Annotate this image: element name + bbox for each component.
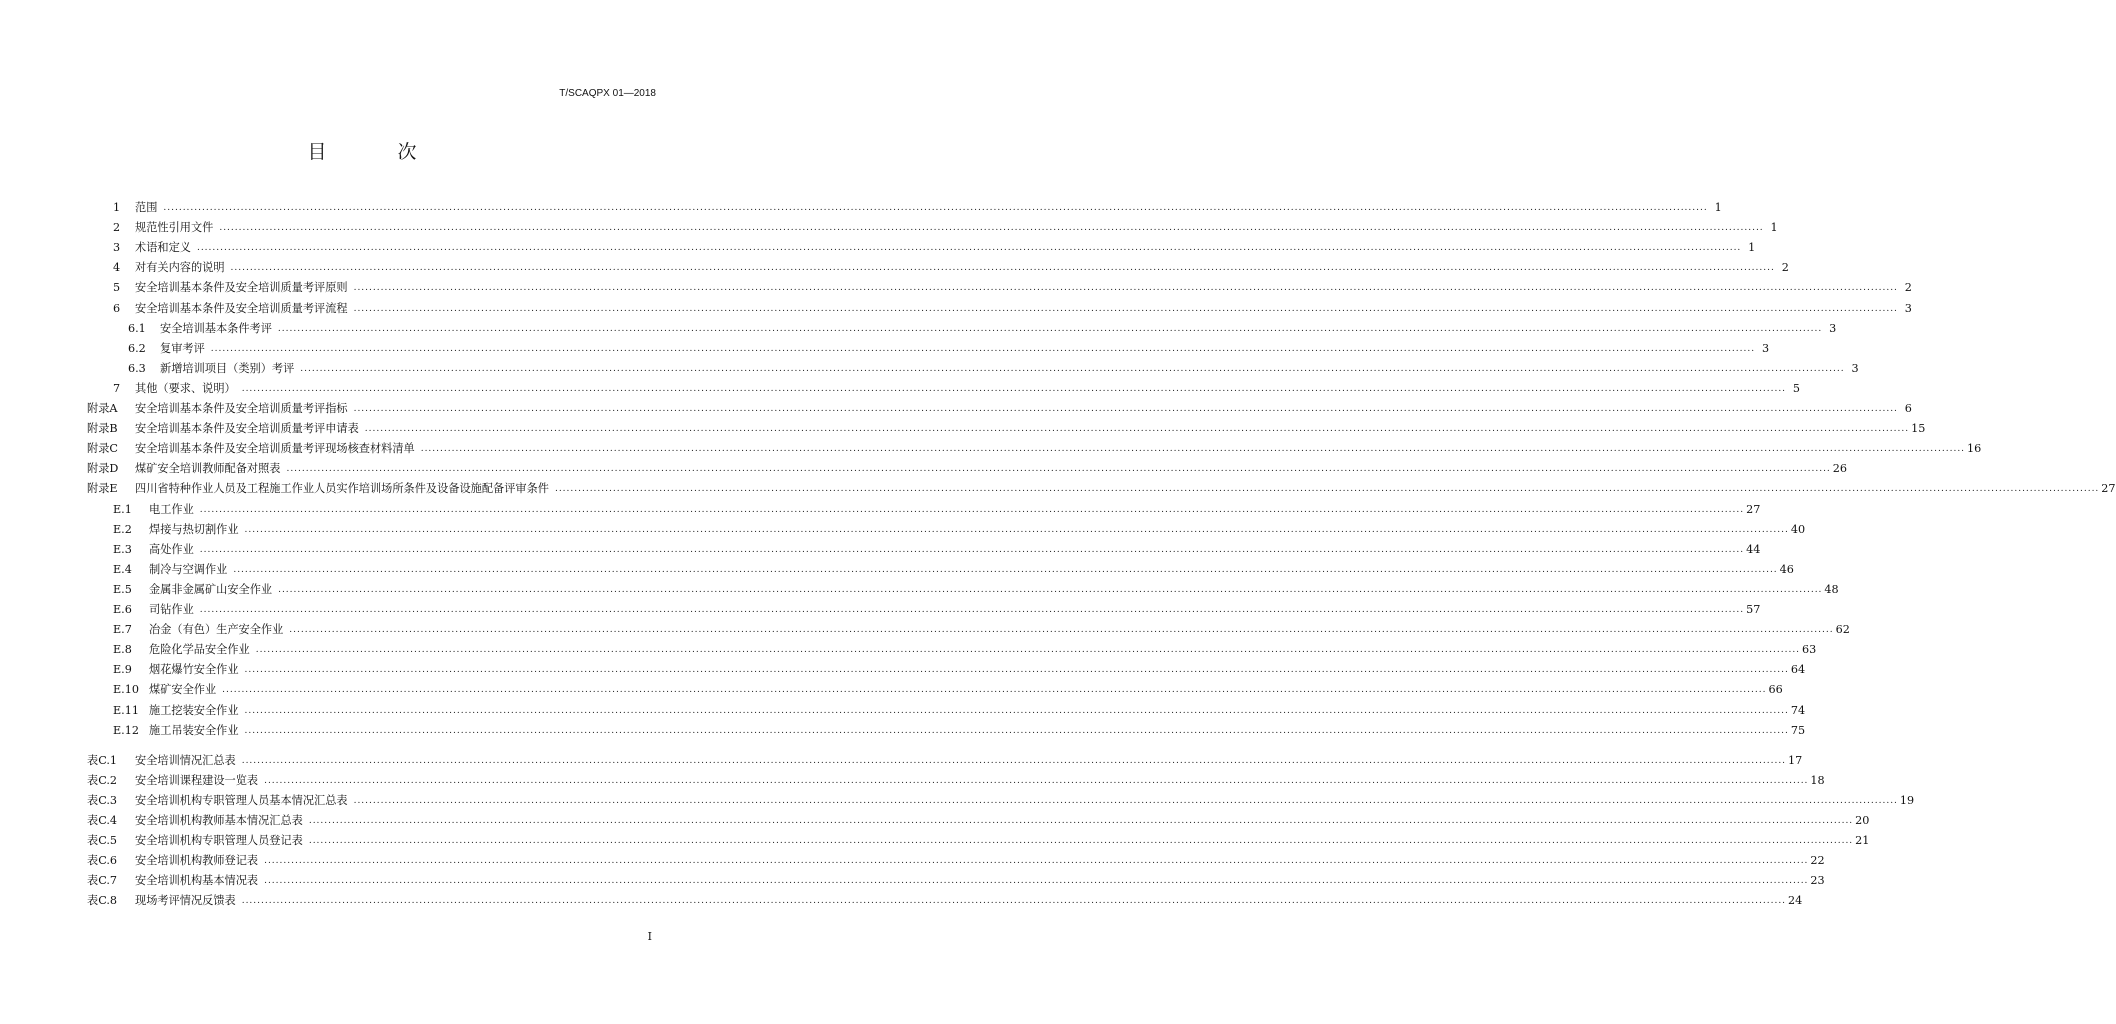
- toc-leader-dots: ................................................................................................................................................................................................................................................................................................................................................................................................................: [300, 363, 1845, 374]
- toc-entry[interactable]: [113, 381, 1801, 397]
- toc-entry[interactable]: [87, 833, 1870, 849]
- toc-entry-label: 焊接与热切割作业: [149, 522, 239, 536]
- toc-entry[interactable]: [128, 361, 1859, 377]
- toc-entry-label: 安全培训机构教师登记表: [135, 854, 259, 868]
- toc-entry-page: 17: [1788, 753, 1803, 767]
- toc-entry-label: 安全培训机构教师基本情况汇总表: [135, 814, 303, 827]
- toc-entry-page: 2: [1904, 281, 1912, 295]
- toc-leader-dots: ................................................................................................................................................................................................................................................................................................................................................................................................................: [353, 404, 1898, 414]
- toc-entry[interactable]: [113, 622, 1850, 638]
- toc-entry[interactable]: [113, 682, 1783, 698]
- toc-leader-dots: ................................................................................................................................................................................................................................................................................................................................................................................................................: [196, 243, 1742, 254]
- toc-entry-number: 表C.7: [87, 874, 118, 888]
- toc-leader-dots: ................................................................................................................................................................................................................................................................................................................................................................................................................: [264, 876, 1809, 887]
- toc-entry-number: E.3: [113, 542, 132, 556]
- toc-entry-page: 18: [1810, 773, 1825, 787]
- toc-entry-page: 44: [1746, 542, 1761, 556]
- toc-entry-label: 安全培训基本条件及安全培训质量考评申请表: [135, 422, 359, 436]
- toc-leader-dots: ................................................................................................................................................................................................................................................................................................................................................................................................................: [364, 424, 1910, 435]
- toc-entry-label: 复审考评: [160, 341, 205, 355]
- toc-leader-dots: ................................................................................................................................................................................................................................................................................................................................................................................................................: [244, 524, 1789, 535]
- toc-entry[interactable]: [87, 421, 1926, 437]
- toc-entry-number: 附录D: [87, 462, 119, 476]
- standard-number: T/SCAQPX 01—2018: [559, 88, 656, 99]
- toc-entry-page: 26: [1832, 462, 1848, 476]
- toc-entry-label: 烟花爆竹安全作业: [149, 663, 239, 677]
- toc-entry-number: 附录B: [87, 422, 118, 436]
- toc-entry-number: 1: [113, 201, 121, 214]
- toc-leader-dots: ................................................................................................................................................................................................................................................................................................................................................................................................................: [278, 584, 1823, 595]
- toc-entry-page: 19: [1899, 793, 1915, 807]
- toc-entry-page: 6: [1904, 402, 1912, 415]
- toc-leader-dots: ................................................................................................................................................................................................................................................................................................................................................................................................................: [241, 896, 1787, 907]
- toc-entry-label: 安全培训机构专职管理人员登记表: [135, 834, 303, 848]
- toc-leader-dots: ................................................................................................................................................................................................................................................................................................................................................................................................................: [199, 605, 1745, 615]
- toc-entry-number: 表C.4: [87, 814, 118, 827]
- toc-entry[interactable]: [113, 582, 1839, 598]
- toc-entry[interactable]: [113, 260, 1789, 276]
- toc-entry-page: 57: [1746, 603, 1761, 616]
- toc-leader-dots: ................................................................................................................................................................................................................................................................................................................................................................................................................: [353, 795, 1898, 806]
- toc-entry-label: 施工挖装安全作业: [149, 703, 239, 717]
- toc-entry-page: 15: [1911, 422, 1926, 436]
- toc-entry-number: E.10: [113, 683, 139, 697]
- toc-entry-number: 3: [113, 241, 121, 255]
- toc-entry-label: 施工吊装安全作业: [149, 723, 239, 737]
- toc-entry[interactable]: [87, 753, 1803, 769]
- toc-entry-number: 附录A: [87, 402, 118, 415]
- page-number: I: [647, 930, 652, 943]
- toc-leader-dots: ................................................................................................................................................................................................................................................................................................................................................................................................................: [233, 564, 1778, 575]
- toc-entry-label: 冶金（有色）生产安全作业: [149, 623, 284, 637]
- toc-leader-dots: ................................................................................................................................................................................................................................................................................................................................................................................................................: [210, 343, 1756, 354]
- toc-leader-dots: ................................................................................................................................................................................................................................................................................................................................................................................................................: [199, 504, 1745, 515]
- toc-leader-dots: ................................................................................................................................................................................................................................................................................................................................................................................................................: [219, 223, 1764, 234]
- toc-entry-label: 安全培训机构基本情况表: [135, 874, 259, 888]
- toc-entry-page: 64: [1790, 663, 1806, 677]
- toc-leader-dots: ................................................................................................................................................................................................................................................................................................................................................................................................................: [308, 836, 1854, 847]
- toc-entry[interactable]: [113, 602, 1761, 618]
- toc-leader-dots: ................................................................................................................................................................................................................................................................................................................................................................................................................: [554, 484, 2100, 495]
- toc-entry-label: 安全培训机构专职管理人员基本情况汇总表: [135, 793, 348, 807]
- toc-entry-page: 63: [1802, 643, 1817, 657]
- toc-entry-label: 危险化学品安全作业: [149, 643, 250, 657]
- toc-entry[interactable]: [87, 441, 1982, 457]
- toc-entry-number: 7: [113, 381, 121, 395]
- toc-entry-number: E.1: [113, 502, 132, 516]
- toc-entry-label: 安全培训基本条件及安全培训质量考评现场核查材料清单: [135, 442, 415, 456]
- toc-entry-page: 27: [2101, 482, 2116, 496]
- toc-entry-page: 3: [1851, 361, 1859, 375]
- toc-entry-page: 5: [1792, 381, 1801, 395]
- toc-entry-page: 21: [1855, 834, 1870, 848]
- toc-entry[interactable]: [113, 522, 1806, 538]
- toc-entry-page: 62: [1835, 623, 1850, 637]
- toc-entry[interactable]: [87, 813, 1870, 829]
- toc-entry-number: 6.1: [128, 321, 146, 335]
- toc-entry-number: 附录C: [87, 442, 118, 456]
- toc-leader-dots: ................................................................................................................................................................................................................................................................................................................................................................................................................: [353, 283, 1898, 294]
- toc-entry-label: 煤矿安全培训教师配备对照表: [135, 462, 281, 476]
- toc-entry-page: 24: [1788, 894, 1803, 908]
- toc-entry-label: 金属非金属矿山安全作业: [149, 582, 273, 596]
- toc-entry-number: E.6: [113, 603, 132, 616]
- toc-entry[interactable]: [113, 220, 1778, 236]
- toc-entry-label: 安全培训基本条件及安全培训质量考评流程: [135, 301, 348, 315]
- toc-leader-dots: ................................................................................................................................................................................................................................................................................................................................................................................................................: [286, 464, 1831, 475]
- toc-leader-dots: ................................................................................................................................................................................................................................................................................................................................................................................................................: [244, 705, 1789, 716]
- toc-entry-number: E.12: [113, 723, 139, 737]
- toc-entry-number: 6.3: [128, 361, 146, 375]
- toc-entry-label: 安全培训基本条件及安全培训质量考评原则: [135, 281, 348, 295]
- toc-entry-label: 其他（要求、说明）: [135, 381, 236, 395]
- toc-entry-number: 4: [113, 261, 121, 275]
- toc-entry-number: 表C.2: [87, 773, 118, 787]
- toc-entry-page: 74: [1790, 703, 1806, 717]
- toc-entry-number: E.5: [113, 582, 132, 596]
- toc-entry-label: 安全培训基本条件及安全培训质量考评指标: [135, 402, 348, 415]
- toc-entry-label: 高处作业: [149, 542, 194, 556]
- toc-entry[interactable]: [113, 301, 1912, 317]
- toc-entry[interactable]: [128, 321, 1837, 337]
- toc-entry-number: 表C.6: [87, 854, 118, 868]
- toc-entry-label: 煤矿安全作业: [149, 683, 217, 697]
- toc-entry-number: 表C.5: [87, 834, 118, 848]
- toc-entry[interactable]: [87, 893, 1803, 909]
- toc-entry-page: 3: [1761, 341, 1770, 355]
- toc-entry[interactable]: [113, 502, 1761, 518]
- toc-entry[interactable]: [128, 341, 1770, 357]
- toc-entry-number: E.7: [113, 623, 132, 637]
- toc-entry-label: 司钻作业: [149, 603, 194, 616]
- toc-entry-page: 1: [1714, 201, 1722, 214]
- toc-entry-page: 46: [1779, 562, 1794, 576]
- toc-entry[interactable]: [87, 873, 1825, 889]
- toc-leader-dots: ................................................................................................................................................................................................................................................................................................................................................................................................................: [264, 775, 1809, 786]
- toc-entry-label: 安全培训课程建设一览表: [135, 773, 259, 787]
- toc-entry-page: 3: [1829, 321, 1837, 335]
- toc-entry-number: E.2: [113, 522, 132, 536]
- toc-entry-label: 现场考评情况反馈表: [135, 894, 236, 908]
- toc-entry-label: 对有关内容的说明: [135, 261, 225, 275]
- toc-entry[interactable]: [113, 200, 1722, 216]
- toc-entry-number: 附录E: [87, 482, 118, 496]
- toc-leader-dots: ................................................................................................................................................................................................................................................................................................................................................................................................................: [255, 645, 1801, 656]
- toc-entry-page: 16: [1967, 442, 1982, 456]
- toc-leader-dots: ................................................................................................................................................................................................................................................................................................................................................................................................................: [222, 685, 1767, 696]
- toc-entry-label: 电工作业: [149, 502, 194, 516]
- toc-entry-number: 表C.3: [87, 793, 118, 807]
- toc-entry[interactable]: [113, 723, 1806, 739]
- toc-entry-page: 27: [1746, 502, 1761, 516]
- toc-entry-page: 1: [1770, 221, 1778, 235]
- toc-entry[interactable]: [113, 542, 1761, 558]
- toc-entry[interactable]: [87, 461, 1848, 477]
- toc-entry[interactable]: [113, 280, 1912, 296]
- toc-entry-number: E.4: [113, 562, 132, 576]
- toc-leader-dots: ................................................................................................................................................................................................................................................................................................................................................................................................................: [277, 323, 1823, 334]
- toc-entry-label: 制冷与空调作业: [149, 562, 228, 576]
- toc-entry[interactable]: [113, 240, 1756, 256]
- toc-entry[interactable]: [87, 793, 1915, 809]
- toc-entry-number: 6: [113, 301, 121, 315]
- toc-leader-dots: ................................................................................................................................................................................................................................................................................................................................................................................................................: [308, 816, 1854, 826]
- toc-entry[interactable]: [87, 773, 1825, 789]
- toc-entry[interactable]: [87, 401, 1912, 417]
- toc-leader-dots: ................................................................................................................................................................................................................................................................................................................................................................................................................: [230, 263, 1775, 274]
- toc-entry-page: 22: [1810, 854, 1825, 868]
- toc-entry-label: 安全培训基本条件考评: [160, 321, 272, 335]
- toc-entry-label: 规范性引用文件: [135, 221, 214, 235]
- toc-leader-dots: ................................................................................................................................................................................................................................................................................................................................................................................................................: [163, 203, 1708, 213]
- toc-entry-page: 3: [1904, 301, 1912, 315]
- toc-entry-number: 5: [113, 281, 121, 295]
- toc-entry-label: 范围: [135, 201, 158, 214]
- toc-entry[interactable]: [113, 703, 1806, 719]
- toc-leader-dots: ................................................................................................................................................................................................................................................................................................................................................................................................................: [244, 725, 1789, 736]
- toc-entry-number: 表C.8: [87, 894, 118, 908]
- toc-entry-label: 新增培训项目（类别）考评: [160, 361, 295, 375]
- toc-entry-number: E.8: [113, 643, 132, 657]
- toc-entry[interactable]: [113, 662, 1806, 678]
- toc-entry-number: E.11: [113, 703, 139, 717]
- toc-entry-page: 40: [1790, 522, 1806, 536]
- toc-entry-page: 75: [1790, 723, 1806, 737]
- page-title: 目 次: [307, 141, 443, 163]
- toc-leader-dots: ................................................................................................................................................................................................................................................................................................................................................................................................................: [199, 544, 1745, 555]
- toc-entry-page: 23: [1810, 874, 1825, 888]
- toc-entry-label: 安全培训情况汇总表: [135, 753, 236, 767]
- toc-leader-dots: ................................................................................................................................................................................................................................................................................................................................................................................................................: [244, 665, 1789, 676]
- toc-entry[interactable]: [87, 481, 2116, 497]
- toc-entry-page: 48: [1824, 582, 1839, 596]
- toc-entry-page: 1: [1748, 241, 1756, 255]
- toc-entry-number: 2: [113, 221, 121, 235]
- toc-entry-page: 20: [1855, 814, 1870, 827]
- toc-entry-number: 6.2: [128, 341, 146, 355]
- toc-entry-number: 表C.1: [87, 753, 118, 767]
- toc-leader-dots: ................................................................................................................................................................................................................................................................................................................................................................................................................: [420, 444, 1966, 455]
- toc-leader-dots: ................................................................................................................................................................................................................................................................................................................................................................................................................: [264, 856, 1809, 867]
- toc-leader-dots: ................................................................................................................................................................................................................................................................................................................................................................................................................: [241, 755, 1787, 766]
- toc-entry-page: 2: [1781, 261, 1789, 275]
- toc-entry-number: E.9: [113, 663, 132, 677]
- toc-leader-dots: ................................................................................................................................................................................................................................................................................................................................................................................................................: [289, 625, 1834, 636]
- toc-entry-label: 术语和定义: [135, 241, 191, 255]
- toc-entry-label: 四川省特种作业人员及工程施工作业人员实作培训场所条件及设备设施配备评审条件: [135, 482, 549, 496]
- toc-leader-dots: ................................................................................................................................................................................................................................................................................................................................................................................................................: [241, 383, 1787, 394]
- toc-leader-dots: ................................................................................................................................................................................................................................................................................................................................................................................................................: [353, 303, 1898, 314]
- toc-entry-page: 66: [1768, 683, 1783, 697]
- toc-entry[interactable]: [87, 853, 1825, 869]
- toc-entry[interactable]: [113, 642, 1817, 658]
- toc-entry[interactable]: [113, 562, 1794, 578]
